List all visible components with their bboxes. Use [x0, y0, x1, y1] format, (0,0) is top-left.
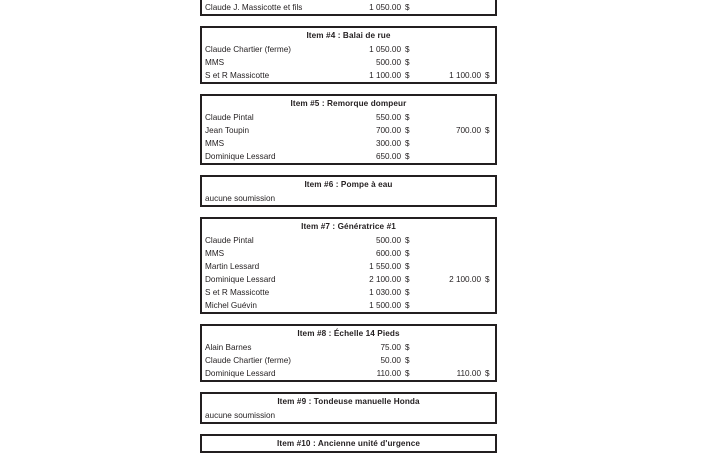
table-row [202, 247, 495, 260]
no-bid-notice: aucune soumission [205, 411, 276, 420]
bidder-name: Claude Pintal [205, 113, 254, 122]
item-table [200, 217, 497, 314]
bid-amount: 1 100.00 [369, 71, 401, 80]
bidder-name: Dominique Lessard [205, 152, 276, 161]
item-table [200, 0, 497, 16]
currency-symbol: $ [405, 343, 410, 352]
bidder-name: MMS [205, 58, 225, 67]
currency-symbol: $ [405, 301, 410, 310]
bid-amount: 75.00 [380, 343, 401, 352]
currency-symbol: $ [405, 45, 410, 54]
item-header: Item #6 : Pompe à eau [304, 180, 393, 189]
table-row [202, 299, 495, 312]
awarded-amount: 110.00 [456, 369, 481, 378]
awarded-currency-symbol: $ [485, 369, 490, 378]
bidder-name: Claude Chartier (ferme) [205, 356, 291, 365]
bid-amount: 650.00 [375, 152, 401, 161]
currency-symbol: $ [405, 152, 410, 161]
item-table [200, 175, 497, 207]
currency-symbol: $ [405, 139, 410, 148]
bid-amount: 2 100.00 [369, 275, 401, 284]
bid-tabulation-list [200, 0, 497, 463]
bid-amount: 500.00 [375, 236, 401, 245]
bidder-name: MMS [205, 249, 225, 258]
table-row [202, 124, 495, 137]
bid-amount: 1 050.00 [369, 3, 401, 12]
item-table [200, 434, 497, 453]
currency-symbol: $ [405, 275, 410, 284]
table-row [202, 354, 495, 367]
bidder-name: Dominique Lessard [205, 275, 276, 284]
bidder-name: S et R Massicotte [205, 288, 270, 297]
currency-symbol: $ [405, 126, 410, 135]
bid-amount: 1 500.00 [369, 301, 401, 310]
table-row [202, 43, 495, 56]
currency-symbol: $ [405, 369, 410, 378]
bid-amount: 700.00 [375, 126, 401, 135]
table-row [202, 56, 495, 69]
bidder-name: Michel Guévin [205, 301, 257, 310]
bidder-name: Alain Barnes [205, 343, 252, 352]
bidder-name: S et R Massicotte [205, 71, 270, 80]
currency-symbol: $ [405, 288, 410, 297]
currency-symbol: $ [405, 113, 410, 122]
awarded-currency-symbol: $ [485, 71, 490, 80]
table-row [202, 69, 495, 82]
table-row [202, 273, 495, 286]
currency-symbol: $ [405, 71, 410, 80]
awarded-amount: 700.00 [455, 126, 481, 135]
bidder-name: Claude Chartier (ferme) [205, 45, 291, 54]
table-row [202, 1, 495, 14]
table-row [202, 137, 495, 150]
table-row [202, 111, 495, 124]
table-row [202, 150, 495, 163]
bidder-name: Martin Lessard [205, 262, 260, 271]
item-table [200, 94, 497, 165]
currency-symbol: $ [405, 236, 410, 245]
item-header: Item #9 : Tondeuse manuelle Honda [277, 397, 420, 406]
bid-amount: 300.00 [375, 139, 401, 148]
bid-amount: 1 030.00 [369, 288, 401, 297]
bid-amount: 110.00 [376, 369, 401, 378]
item-header: Item #10 : Ancienne unité d'urgence [277, 439, 420, 448]
table-row [202, 234, 495, 247]
awarded-amount: 1 100.00 [449, 71, 481, 80]
item-header: Item #7 : Génératrice #1 [301, 222, 396, 231]
currency-symbol: $ [405, 3, 410, 12]
table-row [202, 260, 495, 273]
bid-amount: 500.00 [375, 58, 401, 67]
table-row [202, 341, 495, 354]
item-header: Item #8 : Échelle 14 Pieds [297, 329, 400, 338]
bidder-name: Claude J. Massicotte et fils [205, 3, 303, 12]
currency-symbol: $ [405, 262, 410, 271]
item-table [200, 324, 497, 382]
awarded-currency-symbol: $ [485, 275, 490, 284]
no-bid-notice: aucune soumission [205, 194, 276, 203]
currency-symbol: $ [405, 58, 410, 67]
awarded-currency-symbol [481, 0, 497, 1]
bid-amount: 600.00 [375, 249, 401, 258]
bid-amount: 50.00 [380, 356, 401, 365]
bid-amount: 1 050.00 [369, 45, 401, 54]
item-header: Item #5 : Remorque dompeur [290, 99, 407, 108]
item-header: Item #4 : Balai de rue [306, 31, 391, 40]
bidder-name: MMS [205, 139, 225, 148]
awarded-amount [417, 0, 481, 1]
item-table [200, 26, 497, 84]
item-table [200, 392, 497, 424]
awarded-amount: 2 100.00 [449, 275, 481, 284]
bid-amount: 550.00 [375, 113, 401, 122]
table-row [202, 286, 495, 299]
currency-symbol: $ [405, 249, 410, 258]
bidder-name: Claude Pintal [205, 236, 254, 245]
table-row [202, 367, 495, 380]
bidder-name: Dominique Lessard [205, 369, 276, 378]
currency-symbol: $ [405, 356, 410, 365]
awarded-currency-symbol: $ [485, 126, 490, 135]
bidder-name: Jean Toupin [205, 126, 250, 135]
bid-amount: 1 550.00 [369, 262, 401, 271]
